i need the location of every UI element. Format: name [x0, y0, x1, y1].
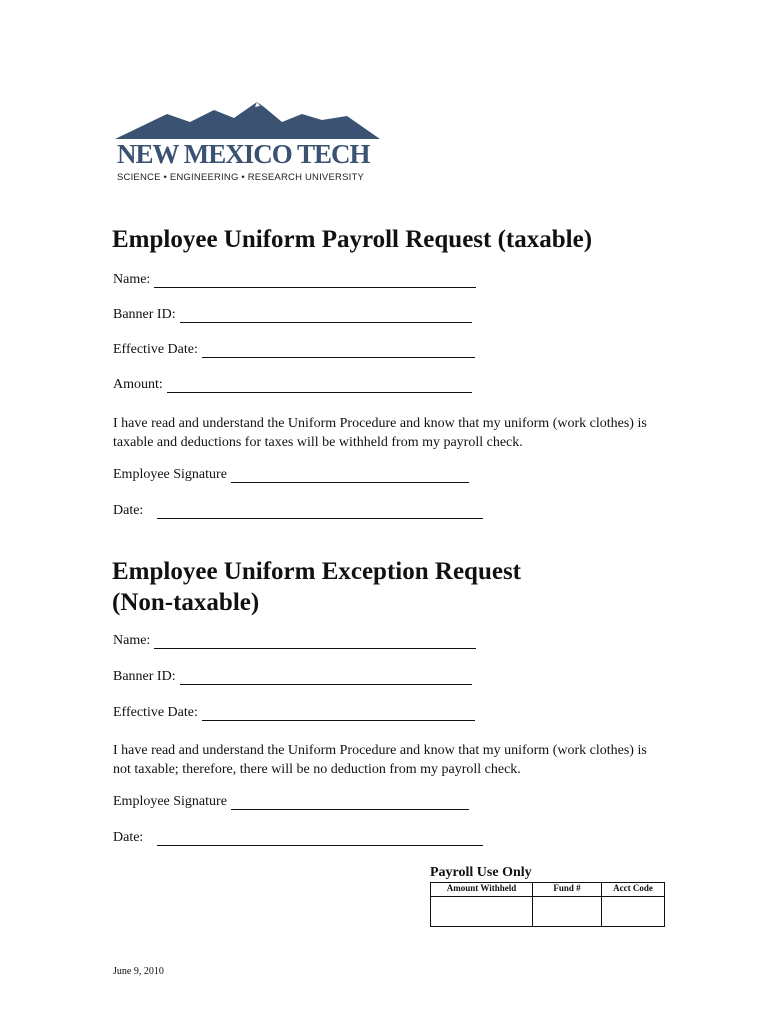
- section2-title-line1: Employee Uniform Exception Request: [112, 558, 521, 585]
- effective-date-label: Effective Date:: [113, 342, 198, 357]
- date-input-line[interactable]: [157, 832, 483, 846]
- fund-number-cell[interactable]: [533, 897, 602, 927]
- section1-effective-date-field: [113, 342, 475, 358]
- effective-date-label: Effective Date:: [113, 705, 198, 720]
- banner-id-label: Banner ID:: [113, 307, 176, 322]
- section2-statement: I have read and understand the Uniform Procedure and know that my uniform (work clothes) is not taxable; therefore, there will be no deduction from my payroll check.: [113, 743, 647, 777]
- acct-code-header: Acct Code: [602, 883, 665, 897]
- new-mexico-tech-logo: [112, 98, 388, 188]
- fund-number-header: Fund #: [533, 883, 602, 897]
- signature-label: Employee Signature: [113, 794, 227, 809]
- footer-date: June 9, 2010: [113, 966, 164, 977]
- payroll-table-header-row: [431, 883, 665, 897]
- acct-code-cell[interactable]: [602, 897, 665, 927]
- effective-date-input-line[interactable]: [202, 344, 475, 358]
- section2-date-field: [113, 830, 483, 846]
- mountain-logo-icon: [112, 98, 388, 140]
- payroll-use-only-heading: Payroll Use Only: [430, 865, 532, 880]
- section1-amount-field: [113, 377, 472, 393]
- name-label: Name:: [113, 633, 151, 648]
- name-label: Name:: [113, 272, 151, 287]
- logo-wordmark: NEW MEXICO TECH: [117, 139, 370, 169]
- section2-banner-field: [113, 669, 472, 685]
- effective-date-input-line[interactable]: [202, 707, 475, 721]
- date-input-line[interactable]: [157, 505, 483, 519]
- section2-effective-date-field: [113, 705, 475, 721]
- name-input-line[interactable]: [154, 635, 476, 649]
- date-label: Date:: [113, 503, 144, 518]
- amount-withheld-cell[interactable]: [431, 897, 533, 927]
- signature-input-line[interactable]: [231, 796, 469, 810]
- section1-name-field: [113, 272, 476, 288]
- banner-id-input-line[interactable]: [180, 309, 472, 323]
- section1-banner-field: [113, 307, 472, 323]
- banner-id-label: Banner ID:: [113, 669, 176, 684]
- amount-withheld-header: Amount Withheld: [431, 883, 533, 897]
- signature-input-line[interactable]: [231, 469, 469, 483]
- section2-signature-field: [113, 794, 469, 810]
- section1-signature-field: [113, 467, 469, 483]
- amount-label: Amount:: [113, 377, 163, 392]
- section1-date-field: [113, 503, 483, 519]
- payroll-table: [430, 882, 665, 927]
- section2-title-line2: (Non-taxable): [112, 589, 260, 616]
- section2-name-field: [113, 633, 476, 649]
- name-input-line[interactable]: [154, 274, 476, 288]
- section1-title: Employee Uniform Payroll Request (taxable): [112, 226, 593, 253]
- banner-id-input-line[interactable]: [180, 671, 472, 685]
- section1-statement: I have read and understand the Uniform Procedure and know that my uniform (work clothes) is taxable and deductions for taxes will be withheld from my payroll check.: [113, 416, 647, 450]
- logo-tagline: SCIENCE • ENGINEERING • RESEARCH UNIVERSITY: [117, 172, 364, 183]
- payroll-table-row: [431, 897, 665, 927]
- amount-input-line[interactable]: [167, 379, 472, 393]
- date-label: Date:: [113, 830, 144, 845]
- signature-label: Employee Signature: [113, 467, 227, 482]
